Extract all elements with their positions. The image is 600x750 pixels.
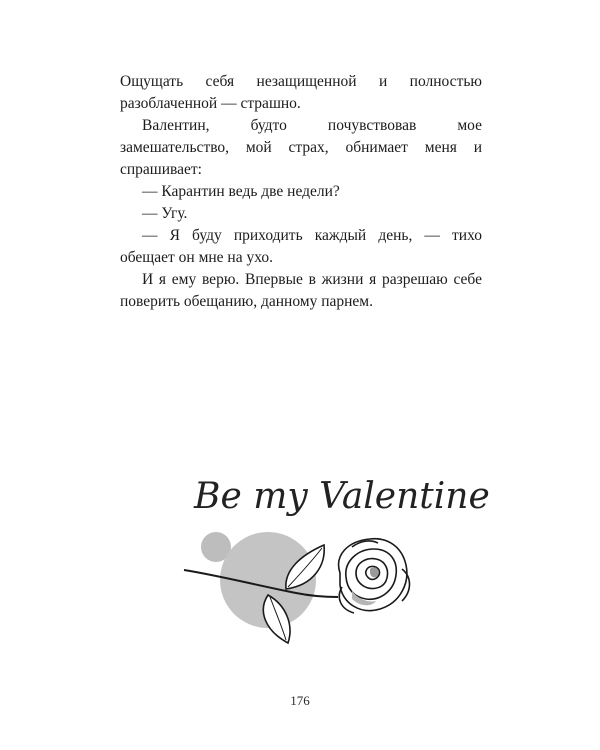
body-text	[120, 71, 482, 313]
page-number: 176	[290, 693, 310, 708]
paragraph-4: — Угу.	[142, 205, 188, 222]
caption-text: Be my Valentine	[194, 476, 490, 517]
paragraph-6: И я ему верю. Впервые в жизни я разрешаю себе поверить обещанию, данному парнем.	[120, 271, 482, 310]
paragraph-3: — Карантин ведь две недели?	[142, 183, 340, 200]
paragraph-1: Ощущать себя незащищенной и полностью разоблаченной — страшно.	[120, 73, 482, 112]
rose-illustration	[176, 525, 432, 665]
paragraph-2: Валентин, будто почувствовав мое замешательство, мой страх, обнимает меня и спрашивает:	[120, 117, 482, 178]
illustration-caption	[188, 456, 490, 536]
paragraph-5: — Я буду приходить каждый день, — тихо обещает он мне на ухо.	[120, 227, 482, 266]
